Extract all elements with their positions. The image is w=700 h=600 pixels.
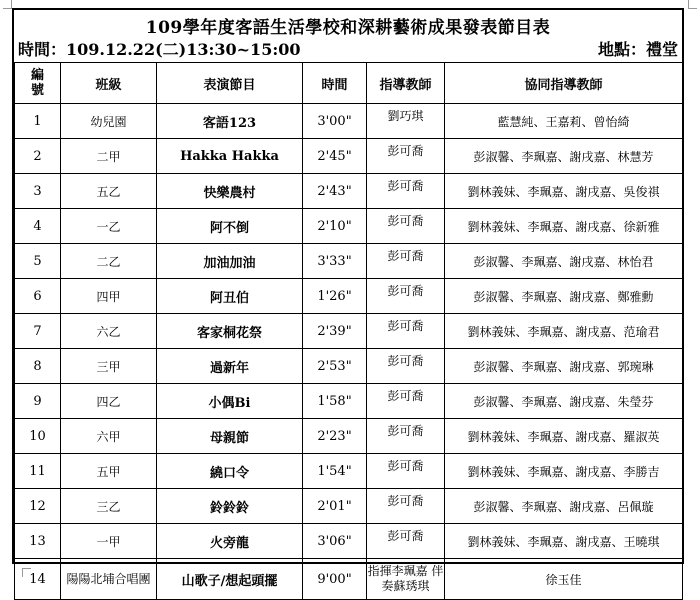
cell-program: 母親節 xyxy=(157,419,303,454)
cell-program: 阿丑伯 xyxy=(157,279,303,314)
cell-class: 五乙 xyxy=(61,174,157,209)
program-table xyxy=(14,62,683,600)
cell-teacher: 指揮李珮嘉 伴奏蘇琇琪 xyxy=(367,559,445,600)
cell-coteacher: 彭淑馨、李珮嘉、謝戌嘉、朱瑩芬 xyxy=(445,384,683,419)
cell-num: 1 xyxy=(15,104,61,139)
cell-class: 四甲 xyxy=(61,279,157,314)
table-row xyxy=(15,209,683,244)
header-coteacher: 協同指導教師 xyxy=(445,63,683,104)
cell-coteacher: 彭淑馨、李珮嘉、謝戌嘉、林慧芳 xyxy=(445,139,683,174)
cell-teacher: 劉巧琪 xyxy=(367,104,445,139)
cell-teacher: 彭可喬 xyxy=(367,384,445,419)
cell-program: 客家桐花祭 xyxy=(157,314,303,349)
cell-num: 11 xyxy=(15,454,61,489)
cell-coteacher: 劉林義妹、李珮嘉、謝戌嘉、吳俊祺 xyxy=(445,174,683,209)
crop-mark-top-right xyxy=(688,0,697,9)
header-teacher: 指導教師 xyxy=(367,63,445,104)
cell-duration: 1'54" xyxy=(303,454,367,489)
cell-coteacher: 徐玉佳 xyxy=(445,559,683,600)
event-place: 地點：禮堂 xyxy=(597,40,678,59)
cell-teacher: 彭可喬 xyxy=(367,524,445,559)
table-row xyxy=(15,384,683,419)
table-header-row xyxy=(15,63,683,104)
cell-num: 6 xyxy=(15,279,61,314)
cell-num: 4 xyxy=(15,209,61,244)
cell-num: 3 xyxy=(15,174,61,209)
cell-teacher: 彭可喬 xyxy=(367,139,445,174)
cell-teacher: 彭可喬 xyxy=(367,314,445,349)
cell-teacher: 彭可喬 xyxy=(367,349,445,384)
table-row xyxy=(15,244,683,279)
cell-coteacher: 彭淑馨、李珮嘉、謝戌嘉、鄭雅勳 xyxy=(445,279,683,314)
cell-program: 過新年 xyxy=(157,349,303,384)
header-class: 班級 xyxy=(61,63,157,104)
event-info xyxy=(18,37,678,61)
table-row xyxy=(15,104,683,139)
cell-program: 鈴鈴鈴 xyxy=(157,489,303,524)
cell-duration: 3'33" xyxy=(303,244,367,279)
table-row xyxy=(15,524,683,559)
cell-coteacher: 劉林義妹、李珮嘉、謝戌嘉、徐新雅 xyxy=(445,209,683,244)
cell-duration: 2'01" xyxy=(303,489,367,524)
cell-duration: 1'26" xyxy=(303,279,367,314)
header-program: 表演節目 xyxy=(157,63,303,104)
cell-program: 阿不倒 xyxy=(157,209,303,244)
cell-teacher: 彭可喬 xyxy=(367,419,445,454)
header-num: 編號 xyxy=(15,63,61,104)
cell-num: 5 xyxy=(15,244,61,279)
table-row xyxy=(15,174,683,209)
cell-class: 陽陽北埔合唱團 xyxy=(61,559,157,600)
table-row xyxy=(15,489,683,524)
cell-class: 一乙 xyxy=(61,209,157,244)
table-row xyxy=(15,454,683,489)
cell-duration: 2'10" xyxy=(303,209,367,244)
cell-class: 幼兒園 xyxy=(61,104,157,139)
cell-program: 快樂農村 xyxy=(157,174,303,209)
cell-teacher: 彭可喬 xyxy=(367,489,445,524)
cell-coteacher: 劉林義妹、李珮嘉、謝戌嘉、羅淑英 xyxy=(445,419,683,454)
cell-num: 14 xyxy=(15,559,61,600)
cell-coteacher: 劉林義妹、李珮嘉、謝戌嘉、范瑜君 xyxy=(445,314,683,349)
cell-coteacher: 劉林義妹、李珮嘉、謝戌嘉、李勝吉 xyxy=(445,454,683,489)
table-row xyxy=(15,279,683,314)
cell-duration: 2'23" xyxy=(303,419,367,454)
table-row xyxy=(15,349,683,384)
cell-class: 五甲 xyxy=(61,454,157,489)
cell-teacher: 彭可喬 xyxy=(367,174,445,209)
cell-class: 三乙 xyxy=(61,489,157,524)
cell-teacher: 彭可喬 xyxy=(367,279,445,314)
cell-program: Hakka Hakka xyxy=(157,139,303,174)
cell-coteacher: 藍慧純、王嘉莉、曾怡綺 xyxy=(445,104,683,139)
cell-teacher: 彭可喬 xyxy=(367,454,445,489)
cell-class: 二乙 xyxy=(61,244,157,279)
cell-num: 13 xyxy=(15,524,61,559)
cell-duration: 2'45" xyxy=(303,139,367,174)
cell-program: 山歌子/想起頭擺 xyxy=(157,559,303,600)
crop-mark-top-left xyxy=(3,0,12,9)
cell-num: 12 xyxy=(15,489,61,524)
table-row xyxy=(15,419,683,454)
cell-duration: 3'00" xyxy=(303,104,367,139)
cell-class: 六乙 xyxy=(61,314,157,349)
cell-coteacher: 彭淑馨、李珮嘉、謝戌嘉、郭琬琳 xyxy=(445,349,683,384)
table-row xyxy=(15,314,683,349)
cell-program: 小偶Bi xyxy=(157,384,303,419)
cell-coteacher: 彭淑馨、李珮嘉、謝戌嘉、林怡君 xyxy=(445,244,683,279)
table-body xyxy=(15,104,683,600)
cell-duration: 2'53" xyxy=(303,349,367,384)
cell-coteacher: 劉林義妹、李珮嘉、謝戌嘉、王曉琪 xyxy=(445,524,683,559)
table-row xyxy=(15,559,683,600)
cell-class: 二甲 xyxy=(61,139,157,174)
cell-coteacher: 彭淑馨、李珮嘉、謝戌嘉、呂佩璇 xyxy=(445,489,683,524)
cell-class: 六甲 xyxy=(61,419,157,454)
cell-num: 10 xyxy=(15,419,61,454)
cell-num: 8 xyxy=(15,349,61,384)
document-title: 109學年度客語生活學校和深耕藝術成果發表節目表 xyxy=(145,18,551,38)
cell-num: 9 xyxy=(15,384,61,419)
cell-duration: 2'39" xyxy=(303,314,367,349)
cell-duration: 2'43" xyxy=(303,174,367,209)
cell-teacher: 彭可喬 xyxy=(367,244,445,279)
table-row xyxy=(15,139,683,174)
cell-class: 四乙 xyxy=(61,384,157,419)
cell-num: 2 xyxy=(15,139,61,174)
cell-duration: 1'58" xyxy=(303,384,367,419)
cell-duration: 9'00" xyxy=(303,559,367,600)
cell-program: 加油加油 xyxy=(157,244,303,279)
cell-class: 三甲 xyxy=(61,349,157,384)
cell-class: 一甲 xyxy=(61,524,157,559)
cell-program: 火旁龍 xyxy=(157,524,303,559)
cell-program: 客語123 xyxy=(157,104,303,139)
event-time: 時間：109.12.22(二)13:30~15:00 xyxy=(18,40,301,59)
cell-program: 繞口令 xyxy=(157,454,303,489)
cell-duration: 3'06" xyxy=(303,524,367,559)
schedule-frame xyxy=(12,8,684,593)
header-duration: 時間 xyxy=(303,63,367,104)
cell-num: 7 xyxy=(15,314,61,349)
cell-teacher: 彭可喬 xyxy=(367,209,445,244)
